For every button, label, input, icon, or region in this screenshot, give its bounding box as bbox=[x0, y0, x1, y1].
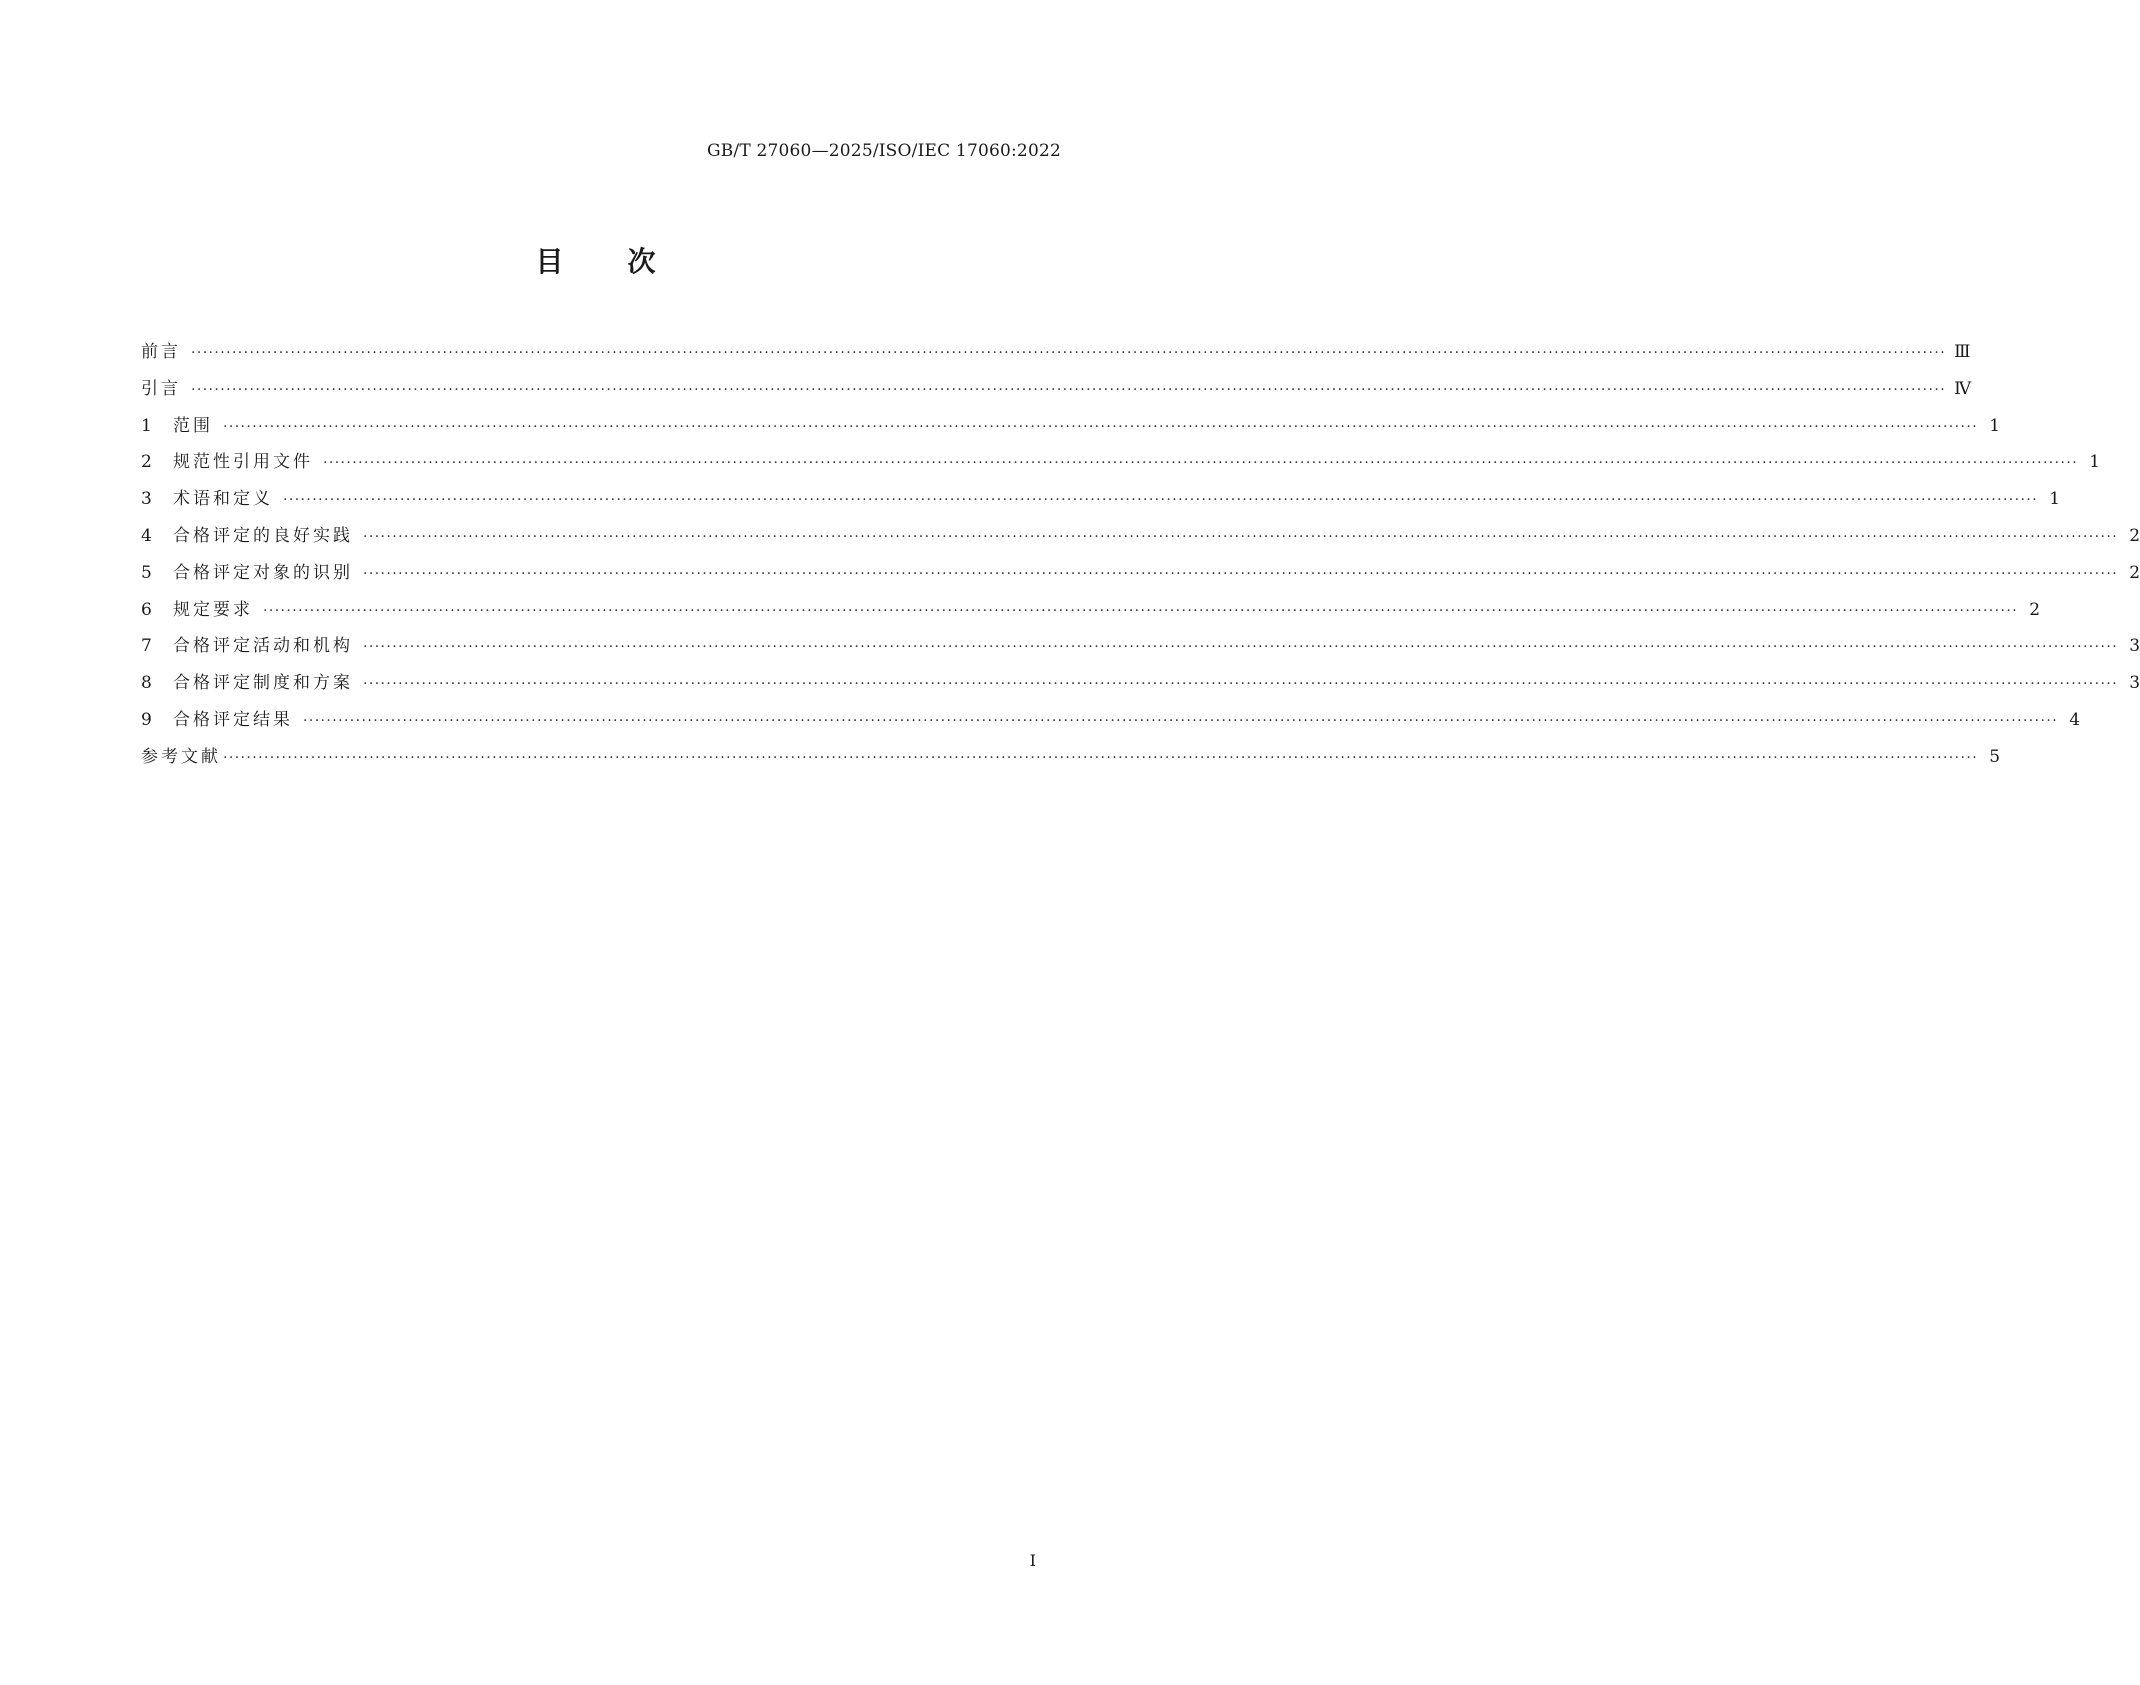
toc-entry-label: 参考文献 bbox=[141, 746, 221, 767]
toc-entry-page: 1 bbox=[2049, 489, 2061, 510]
toc-entry-number: 2 bbox=[141, 452, 152, 473]
toc-leader-dots: ············································································································································································································································································································ bbox=[263, 602, 2019, 619]
toc-entry-label: 引言 bbox=[141, 378, 181, 399]
toc-entry-terms-definitions[interactable] bbox=[141, 484, 2061, 521]
toc-entry-label: 范围 bbox=[173, 415, 213, 436]
page-title: 目次 bbox=[535, 245, 720, 278]
toc-entry-page: Ⅲ bbox=[1954, 342, 1971, 362]
standard-code: GB/T 27060—2025/ISO/IEC 17060:2022 bbox=[706, 141, 1061, 161]
toc-entry-systems-schemes[interactable] bbox=[141, 668, 2140, 705]
toc-leader-dots: ············································································································································································································································································································ bbox=[363, 639, 2119, 656]
toc-entry-results[interactable] bbox=[141, 705, 2081, 742]
toc-leader-dots: ············································································································································································································································································································ bbox=[363, 528, 2119, 545]
toc-entry-label: 合格评定对象的识别 bbox=[173, 562, 353, 583]
toc-entry-label: 合格评定活动和机构 bbox=[173, 636, 353, 657]
toc-entry-number: 8 bbox=[141, 673, 152, 694]
toc-entry-normative-references[interactable] bbox=[141, 447, 2101, 484]
toc-leader-dots: ············································································································································································································································································································ bbox=[303, 712, 2059, 729]
table-of-contents bbox=[141, 337, 2140, 779]
toc-entry-specified-requirements[interactable] bbox=[141, 595, 2041, 632]
toc-entry-page: 5 bbox=[1989, 746, 2001, 767]
toc-entry-label: 合格评定的良好实践 bbox=[173, 525, 353, 546]
toc-entry-page: 3 bbox=[2129, 636, 2140, 657]
toc-entry-page: 3 bbox=[2129, 673, 2140, 694]
toc-entry-number: 1 bbox=[141, 415, 152, 436]
toc-entry-number: 3 bbox=[141, 489, 152, 510]
toc-leader-dots: ············································································································································································································································································································ bbox=[191, 345, 1947, 361]
toc-entry-label: 规定要求 bbox=[173, 599, 253, 620]
page-number: Ⅰ bbox=[1029, 1551, 1036, 1570]
toc-entry-number: 4 bbox=[141, 525, 152, 546]
toc-entry-page: 2 bbox=[2129, 562, 2140, 583]
toc-entry-label: 前言 bbox=[141, 342, 181, 362]
toc-entry-scope[interactable] bbox=[141, 411, 2001, 448]
toc-leader-dots: ············································································································································································································································································································ bbox=[223, 749, 1979, 766]
toc-leader-dots: ············································································································································································································································································································ bbox=[363, 676, 2119, 693]
toc-entry-activities-bodies[interactable] bbox=[141, 631, 2140, 668]
toc-entry-foreword[interactable] bbox=[141, 337, 1971, 374]
toc-entry-good-practice[interactable] bbox=[141, 521, 2140, 558]
toc-leader-dots: ············································································································································································································································································································ bbox=[323, 455, 2079, 472]
toc-entry-number: 5 bbox=[141, 562, 152, 583]
toc-leader-dots: ············································································································································································································································································································ bbox=[283, 492, 2039, 509]
toc-entry-bibliography[interactable] bbox=[141, 742, 2001, 779]
toc-entry-number: 9 bbox=[141, 709, 152, 730]
toc-entry-page: 1 bbox=[2089, 452, 2101, 473]
toc-entry-number: 6 bbox=[141, 599, 152, 620]
toc-entry-page: 2 bbox=[2129, 525, 2140, 546]
toc-entry-introduction[interactable] bbox=[141, 374, 1972, 411]
toc-entry-label: 合格评定制度和方案 bbox=[173, 673, 353, 694]
toc-entry-label: 规范性引用文件 bbox=[173, 452, 313, 473]
toc-entry-page: 4 bbox=[2069, 709, 2081, 730]
toc-entry-page: 2 bbox=[2029, 599, 2041, 620]
toc-leader-dots: ············································································································································································································································································································ bbox=[223, 418, 1979, 435]
toc-entry-label: 合格评定结果 bbox=[173, 709, 293, 730]
toc-entry-label: 术语和定义 bbox=[173, 489, 273, 510]
toc-entry-page: Ⅳ bbox=[1954, 378, 1972, 399]
toc-entry-page: 1 bbox=[1989, 415, 2001, 436]
toc-leader-dots: ············································································································································································································································································································ bbox=[191, 381, 1947, 398]
toc-entry-object-identification[interactable] bbox=[141, 558, 2140, 595]
toc-leader-dots: ············································································································································································································································································································ bbox=[363, 565, 2119, 582]
toc-entry-number: 7 bbox=[141, 636, 152, 657]
